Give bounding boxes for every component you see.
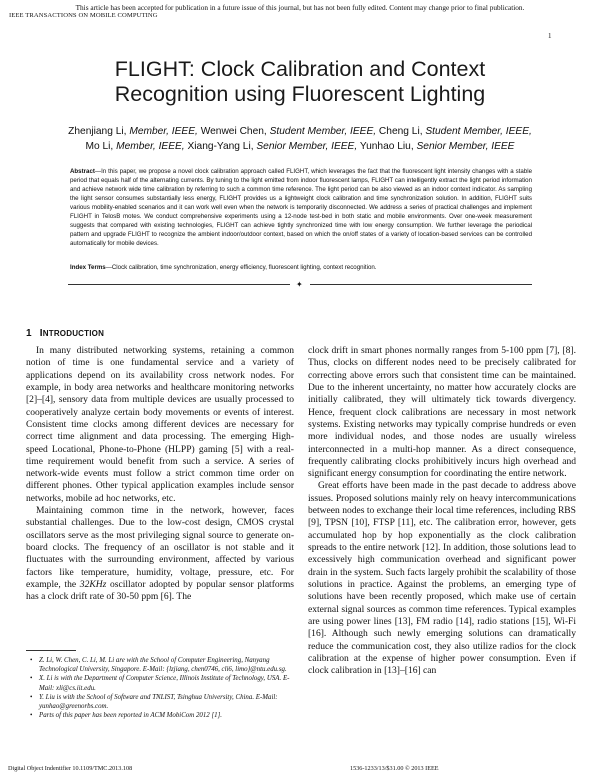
footnote: • X. Li is with the Department of Computer Science, Illinois Institute of Technology, USA. E-Mail: xli@cs.iit.edu. — [30, 675, 290, 692]
accepted-notice-banner: This article has been accepted for publication in a future issue of this journal, but has not been fully edited. Content may change prior to final publication. — [75, 3, 525, 12]
footnote-rule — [26, 650, 76, 651]
abstract-text: —In this paper, we propose a novel clock calibration approach called FLIGHT, which leverages the fact that the fluorescent light intensity changes with a stable period that equals half of the alternating currents. By tuning to the light emitted from indoor fluorescent lamps, FLIGHT can intelligently extract the light period information and achieve network wide time calibration by referring to such a common time reference. The light period can be also viewed as an indoor context indicator. As sampling the light sensor consumes substantially less energy, FLIGHT provides us a lightweight clock calibration and time synchronization solution. In addition, FLIGHT suits various mobility-enabled scenarios and it can work well even when the network is temporarily disconnected. We address a series of practical challenges and implement FLIGHT in TelosB motes. We conduct comprehensive experiments using a 12-node test-bed in both static and mobile environments. Over one-week measurement suggests that compared with existing technologies, FLIGHT can achieve tightly synchronized time with low energy consumption. We further leverage the periodical pattern and upgrade FLIGHT to recognize the ambient indoor/outdoor context, based on which the on/off states of a variety of location-based services can be controlled automatically for mobile devices. — [70, 168, 532, 247]
footnote: • Parts of this paper has been reported in ACM MobiCom 2012 [1]. — [30, 712, 222, 720]
author-list — [40, 124, 560, 154]
paper-title — [40, 57, 560, 107]
divider-line-left — [68, 284, 290, 285]
abstract-label: Abstract — [70, 168, 95, 175]
title-line-1: FLIGHT: Clock Calibration and Context — [114, 57, 486, 81]
right-column — [308, 345, 576, 677]
footnote: • Z. Li, W. Chen, C. Li, M. Li are with the School of Computer Engineering, Nanyang Technological University, Singapore. E-Mail: {lzjiang, chen0746, cli6, limo}@ntu.edu.sg. — [30, 657, 287, 674]
copyright-footer: 1536-1233/13/$31.00 © 2013 IEEE — [350, 765, 439, 772]
paragraph: In many distributed networking systems, retaining a common notion of time is one fundamental service and a variety of applications depend on its availability cross network nodes. For example, in body area networks and healthcare monitoring networks [2]–[4], sensory data from multiple devices are usually processed to cooperatively analyze certain body movements or events of interest. Consistent time clocks among different devices are necessary for correct time alignment and data processing. The emerging High-speed Locational, Phone-to-Phone (HLPP) gaming [5] with a real-time requirement would benefit from such a service. A series of network-wide events must follow a strict common time order on different phones. Other typical application examples include sensor networks, mobile ad hoc networks, etc. — [26, 345, 294, 504]
doi-footer: Digital Object Indentifier 10.1109/TMC.2013.108 — [8, 765, 133, 772]
author-name: Xiang-Yang Li, — [187, 141, 254, 152]
author-role: Student Member, IEEE, — [269, 126, 377, 137]
footnote: • Y. Liu is with the School of Software and TNLIST, Tsinghua University, China. E-Mail: yunhao@greenorbs.com. — [30, 693, 278, 711]
page-number: 1 — [548, 32, 552, 40]
author-name: Cheng Li, — [378, 126, 423, 137]
index-terms-label: Index Terms — [70, 264, 106, 271]
author-role: Senior Member, IEEE, — [256, 141, 358, 152]
author-role: Member, IEEE, — [116, 141, 185, 152]
author-name: Mo Li, — [85, 141, 114, 152]
section-number: 1 — [26, 328, 32, 339]
left-column — [26, 345, 294, 604]
footnotes — [30, 656, 292, 720]
paragraph-text: oscillator adopted by popular sensor platforms has a clock drift rate of 30-50 ppm [6]. The — [26, 578, 294, 603]
author-line-2 — [40, 139, 560, 154]
section-title-rest: NTRODUCTION — [42, 329, 105, 338]
author-name: Wenwei Chen, — [200, 126, 267, 137]
author-name: Zhenjiang Li, — [68, 126, 127, 137]
author-role: Student Member, IEEE, — [425, 126, 532, 137]
index-terms-text: —Clock calibration, time synchronization, energy efficiency, fluorescent lighting, context recognition. — [105, 264, 377, 271]
paragraph-text: Maintaining common time in the network, however, faces substantial challenges. Due to the low-cost design, CMOS crystal oscillators serve as the most privileging signal source to generate on-board clocks. The frequency of an oscillator is not stable and it fluctuates with the surrounding environment, affected by various factors like temperature, humidity, voltage, pressure, etc. For example, the — [26, 505, 294, 590]
section-title-initial: I — [39, 328, 43, 339]
author-role: Member, IEEE, — [129, 126, 198, 137]
abstract — [70, 168, 532, 249]
section-divider — [68, 281, 532, 289]
divider-line-right — [310, 284, 532, 285]
title-line-2: Recognition using Fluorescent Lighting — [114, 82, 486, 106]
paragraph: clock drift in smart phones normally ranges from 5-100 ppm [7], [8]. Thus, clocks on different nodes need to be precisely calibrated for correcting above errors such that consistent time can be maintained. Due to the inherent uncertainty, no matter how accurately clocks are initially calibrated, they will ultimately tick towards divergency. Hence, frequent clock calibrations are necessary in most network systems. Existing networks may typically comprise hundreds or even more individual nodes, and those nodes are usually wireless interconnected in a multi-hop manner. As a direct consequence, frequently calibrating clocks prohibitively incurs high overhead and significant energy consumption for coordinating the entire network. — [308, 345, 576, 480]
journal-name: IEEE TRANSACTIONS ON MOBILE COMPUTING — [9, 12, 158, 19]
author-name: Yunhao Liu, — [359, 141, 414, 152]
paragraph — [26, 505, 294, 604]
diamond-icon: ✦ — [296, 280, 303, 289]
author-line-1 — [40, 124, 560, 139]
frequency-value: 32KHz — [79, 578, 107, 590]
section-heading — [26, 328, 104, 339]
author-role: Senior Member, IEEE — [416, 141, 515, 152]
index-terms — [70, 263, 532, 272]
paragraph: Great efforts have been made in the past decade to address above issues. Proposed solutions mainly rely on heavy intercommunications between nodes to exchange their local time references, including RBS [9], TPSN [10], FTSP [11], etc. The calibration error, however, gets accumulated hop by hop exponentially as the clock calibration spreads to the entire network [12]. In addition, those solutions lead to excessively high communication overhead and significant power drain in the system. Such facts largely prohibit the scalability of those solutions in practice. Against the problems, an emerging type of solutions have been recently proposed, which make use of certain external signal sources as common time references. Typical examples are using power lines [13], FM radio [14], radio stations [15], Wi-Fi [16]. Although such newly emerging solutions can dramatically reduce the communication cost, they also utilize radios for the clock calibration at the expense of higher power consumption. Even if clock calibration in [13]–[16] can — [308, 480, 576, 677]
